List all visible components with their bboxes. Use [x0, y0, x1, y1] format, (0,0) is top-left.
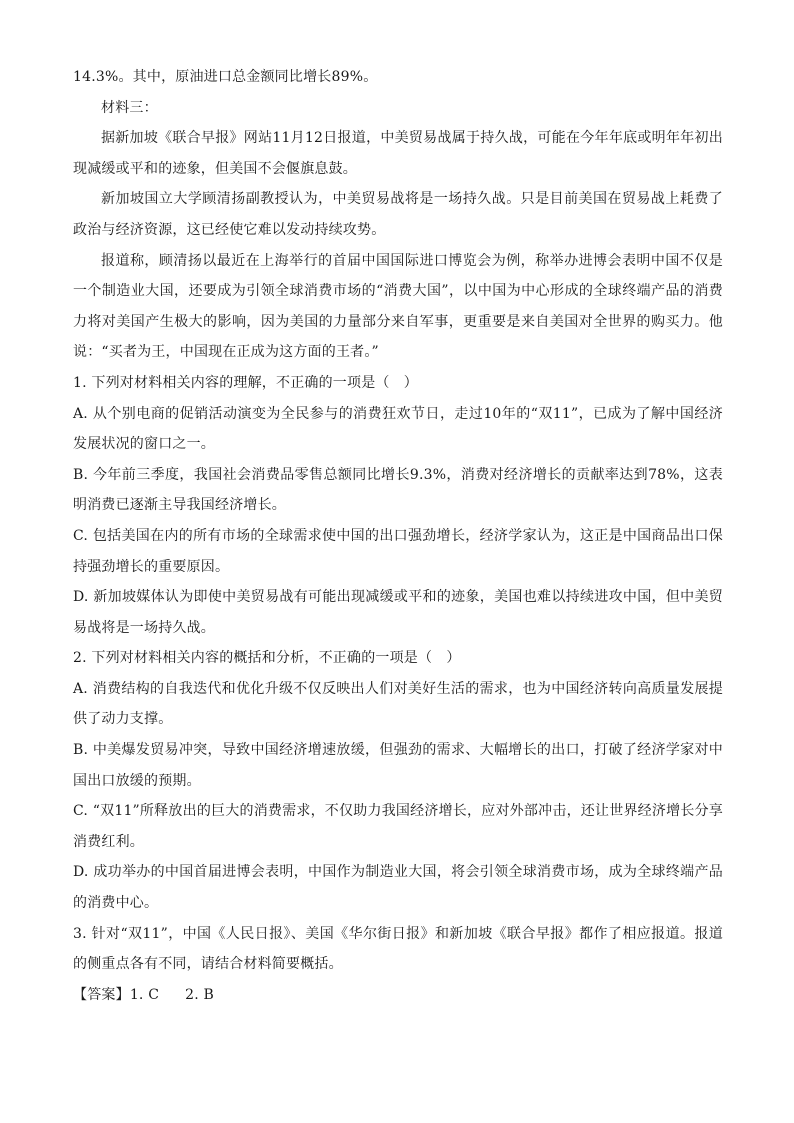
question-3-stem: 3. 针对“双11”，中国《人民日报》、美国《华尔街日报》和新加坡《联合早报》都作了相应报道。报道的侧重点各有不同，请结合材料简要概括。 [73, 925, 723, 973]
question-2-option-d: D. 成功举办的中国首届进博会表明，中国作为制造业大国，将会引领全球消费市场，成为全球终端产品的消费中心。 [73, 864, 723, 912]
question-1-option-d: D. 新加坡媒体认为即使中美贸易战有可能出现减缓或平和的迹象，美国也难以持续进攻中国，但中美贸易战将是一场持久战。 [73, 589, 723, 636]
question-1-option-b: B. 今年前三季度，我国社会消费品零售总额同比增长9.3%，消费对经济增长的贡献率达到78%，这表明消费已逐渐主导我国经济增长。 [73, 466, 723, 514]
answer-line [73, 980, 723, 1011]
material-paragraph-1: 据新加坡《联合早报》网站11月12日报道，中美贸易战属于持久战，可能在今年年底或明年年初出现减缓或平和的迹象，但美国不会偃旗息鼓。 [73, 130, 723, 177]
question-2-option-c: C. “双11”所释放出的巨大的消费需求，不仅助力我国经济增长，应对外部冲击，还让世界经济增长分享消费红利。 [73, 803, 723, 850]
section-title: 材料三： [101, 99, 158, 116]
question-1-option-a: A. 从个别电商的促销活动演变为全民参与的消费狂欢节日，走过10年的“双11”，已成为了解中国经济发展状况的窗口之一。 [73, 405, 723, 453]
answer-item-2: 2. B [185, 986, 215, 1003]
material-paragraph-2: 新加坡国立大学顾清扬副教授认为，中美贸易战将是一场持久战。只是目前美国在贸易战上耗费了政治与经济资源，这已经使它难以发动持续攻势。 [73, 191, 723, 238]
question-1-stem: 1. 下列对材料相关内容的理解，不正确的一项是（ ） [73, 374, 419, 391]
question-1-option-c: C. 包括美国在内的所有市场的全球需求使中国的出口强劲增长，经济学家认为，这正是中国商品出口保持强劲增长的重要原因。 [73, 527, 723, 575]
intro-paragraph: 14.3%。其中，原油进口总金额同比增长89%。 [73, 69, 378, 85]
document-body [73, 62, 723, 1010]
question-2-option-b: B. 中美爆发贸易冲突，导致中国经济增速放缓，但强劲的需求、大幅增长的出口，打破了经济学家对中国出口放缓的预期。 [73, 742, 723, 789]
material-paragraph-3: 报道称，顾清扬以最近在上海举行的首届中国国际进口博览会为例，称举办进博会表明中国不仅是一个制造业大国，还要成为引领全球消费市场的“消费大国”，以中国为中心形成的全球终端产品的消费力将对美国产生极大的影响，因为美国的力量部分来自军事，更重要是来自美国对全世界的购买力。他说：“买者为王，中国现在正成为这方面的王者。” [73, 252, 723, 361]
answer-item-1: 1. C [129, 986, 160, 1003]
question-2-option-a: A. 消费结构的自我迭代和优化升级不仅反映出人们对美好生活的需求，也为中国经济转向高质量发展提供了动力支撑。 [73, 680, 723, 728]
question-2-stem: 2. 下列对材料相关内容的概括和分析，不正确的一项是（ ） [73, 650, 461, 667]
answer-label: 【答案】 [73, 986, 130, 1003]
